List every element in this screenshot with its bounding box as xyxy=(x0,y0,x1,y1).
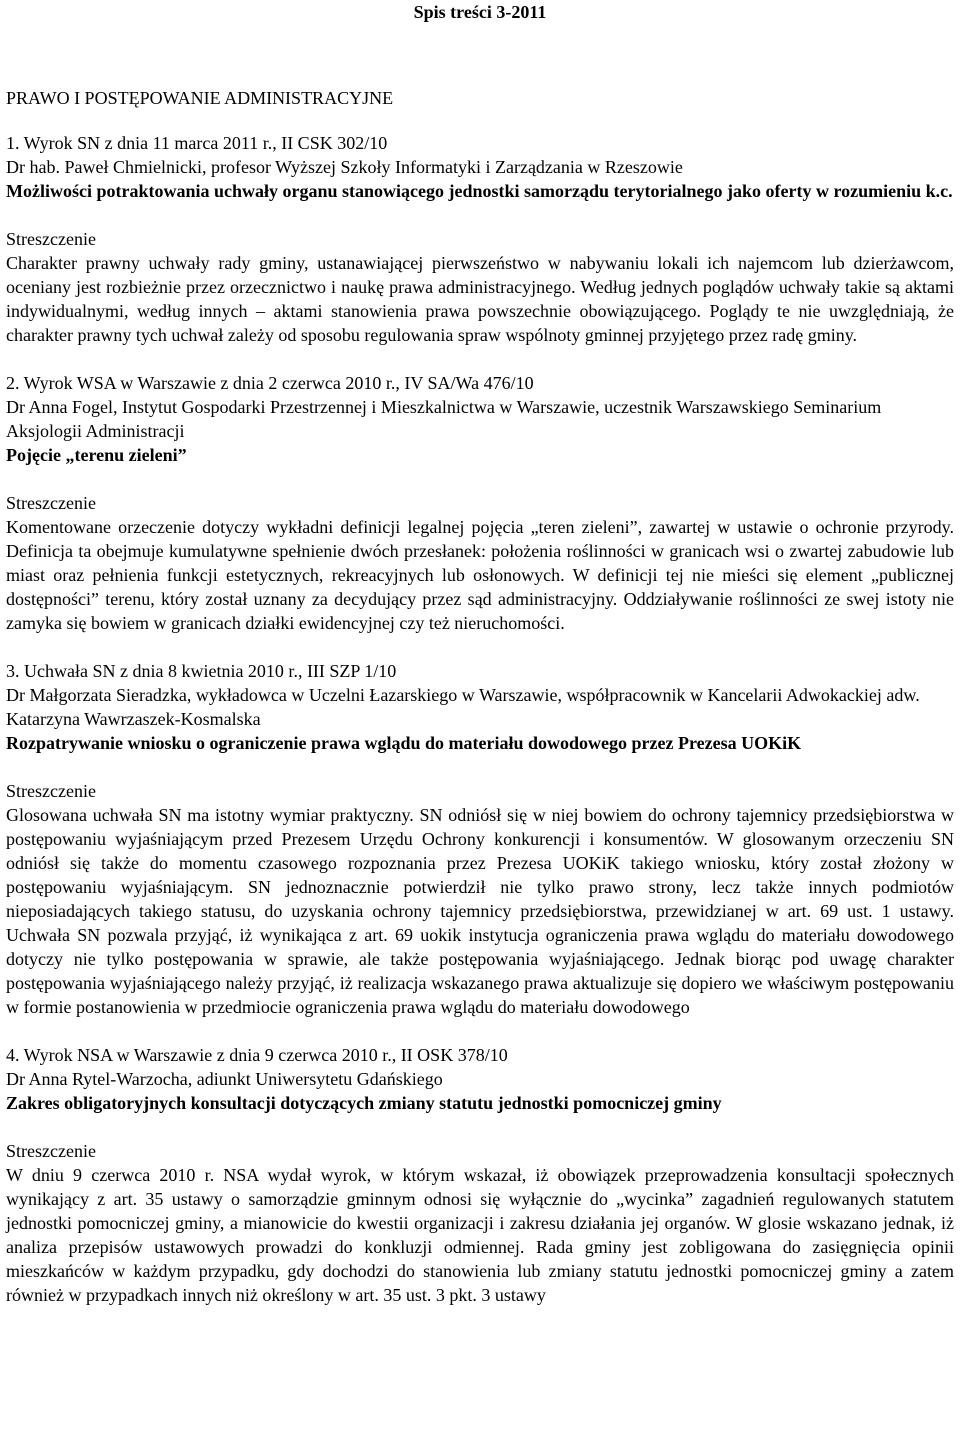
entry-topic: Pojęcie „terenu zieleni” xyxy=(6,445,187,465)
entry-ruling: 2. Wyrok WSA w Warszawie z dnia 2 czerwca 2010 r., IV SA/Wa 476/10 xyxy=(6,373,534,393)
entry-author: Dr Anna Rytel-Warzocha, adiunkt Uniwersytetu Gdańskiego xyxy=(6,1069,443,1089)
entry-author: Dr Anna Fogel, Instytut Gospodarki Przestrzennej i Mieszkalnictwa w Warszawie, uczestnik Warszawskiego Seminarium Aksjologii Administracji xyxy=(6,397,882,441)
entry-topic: Możliwości potraktowania uchwały organu stanowiącego jednostki samorządu terytorialnego jako oferty w rozumieniu k.c. xyxy=(6,181,953,201)
summary-label: Streszczenie xyxy=(6,493,96,513)
entry-summary: W dniu 9 czerwca 2010 r. NSA wydał wyrok, w którym wskazał, iż obowiązek przeprowadzenia konsultacji społecznych wynikający z art. 35 ustawy o samorządzie gminnym odnosi się wyłącznie do „wycinka” zagadnień regulowanych statutem jednostki pomocniczej gminy, a mianowicie do kwestii organizacji i zakresu działania jej organów. W glosie wskazano jednak, iż analiza przepisów ustawowych prowadzi do konkluzji odmiennej. Rada gminy jest zobligowana do zasięgnięcia opinii mieszkańców w każdym przypadku, gdy dochodzi do stanowienia lub zmiany statutu jednostki pomocniczej gminy a zatem również w przypadkach innych niż określony w art. 35 ust. 3 pkt. 3 ustawy xyxy=(6,1165,954,1305)
summary-label: Streszczenie xyxy=(6,1141,96,1161)
entry-author: Dr Małgorzata Sieradzka, wykładowca w Uczelni Łazarskiego w Warszawie, współpracownik w Kancelarii Adwokackiej adw. Katarzyna Wawrzaszek-Kosmalska xyxy=(6,685,920,729)
entry-topic: Zakres obligatoryjnych konsultacji dotyczących zmiany statutu jednostki pomocniczej gminy xyxy=(6,1093,722,1113)
entry-2 xyxy=(6,371,954,635)
summary-label: Streszczenie xyxy=(6,229,96,249)
entry-summary: Charakter prawny uchwały rady gminy, ustanawiającej pierwszeństwo w nabywaniu lokali ich najemcom lub dzierżawcom, oceniany jest rozbieżnie przez orzecznictwo i naukę prawa administracyjnego. Według jednych poglądów uchwały takie są aktami indywidualnymi, według innych – aktami stanowienia prawa powszechnie obowiązującego. Poglądy te nie uwzględniają, że charakter prawny tych uchwał zależy od sposobu regulowania spraw wspólnoty gminnej przyjętego przez radę gminy. xyxy=(6,253,954,345)
entry-topic: Rozpatrywanie wniosku o ograniczenie prawa wglądu do materiału dowodowego przez Prezesa UOKiK xyxy=(6,733,802,753)
entry-summary: Glosowana uchwała SN ma istotny wymiar praktyczny. SN odniósł się w niej bowiem do ochrony tajemnicy przedsiębiorstwa w postępowaniu wyjaśniającym przed Prezesem Urzędu Ochrony konkurencji i konsumentów. W glosowanym orzeczeniu SN odniósł się także do momentu czasowego rozpoznania przez Prezesa UOKiK takiego wniosku, który został złożony w postępowaniu wyjaśniającym. SN jednoznacznie potwierdził nie tylko prawo strony, lecz także innych podmiotów nieposiadających takiego statusu, do uzyskania ochrony tajemnicy przedsiębiorstwa, przewidzianej w art. 69 ust. 1 ustawy. Uchwała SN pozwala przyjąć, iż wynikająca z art. 69 uokik instytucja ograniczenia prawa wglądu do materiału dowodowego dotyczy nie tylko postępowania w sprawie, ale także postępowania wyjaśniającego. Jednak biorąc pod uwagę charakter postępowania wyjaśniającego należy przyjąć, iż realizacja wskazanego prawa aktualizuje się dopiero we właściwym postępowaniu w formie postanowienia w przedmiocie ograniczenia prawa wglądu do materiału dowodowego xyxy=(6,805,954,1017)
entry-1 xyxy=(6,131,954,347)
entry-author: Dr hab. Paweł Chmielnicki, profesor Wyższej Szkoły Informatyki i Zarządzania w Rzeszowie xyxy=(6,157,683,177)
entry-ruling: 4. Wyrok NSA w Warszawie z dnia 9 czerwca 2010 r., II OSK 378/10 xyxy=(6,1045,508,1065)
section-heading: PRAWO I POSTĘPOWANIE ADMINISTRACYJNE xyxy=(6,88,394,108)
entry-ruling: 3. Uchwała SN z dnia 8 kwietnia 2010 r., III SZP 1/10 xyxy=(6,661,397,681)
document-title: Spis treści 3-2011 xyxy=(413,2,547,22)
entry-ruling: 1. Wyrok SN z dnia 11 marca 2011 r., II CSK 302/10 xyxy=(6,133,388,153)
summary-label: Streszczenie xyxy=(6,781,96,801)
entry-3 xyxy=(6,659,954,1019)
entry-summary: Komentowane orzeczenie dotyczy wykładni definicji legalnej pojęcia „teren zieleni”, zawartej w ustawie o ochronie przyrody. Definicja ta obejmuje kumulatywne spełnienie dwóch przesłanek: położenia roślinności w granicach wsi o zwartej zabudowie lub miast oraz pełnienia funkcji estetycznych, rekreacyjnych lub osłonowych. W definicji tej nie mieści się element „publicznej dostępności” terenu, który został uznany za decydujący przez sąd administracyjny. Oddziaływanie roślinności ze swej istoty nie zamyka się bowiem w granicach działki ewidencyjnej czy też nieruchomości. xyxy=(6,517,954,633)
entry-4 xyxy=(6,1043,954,1307)
